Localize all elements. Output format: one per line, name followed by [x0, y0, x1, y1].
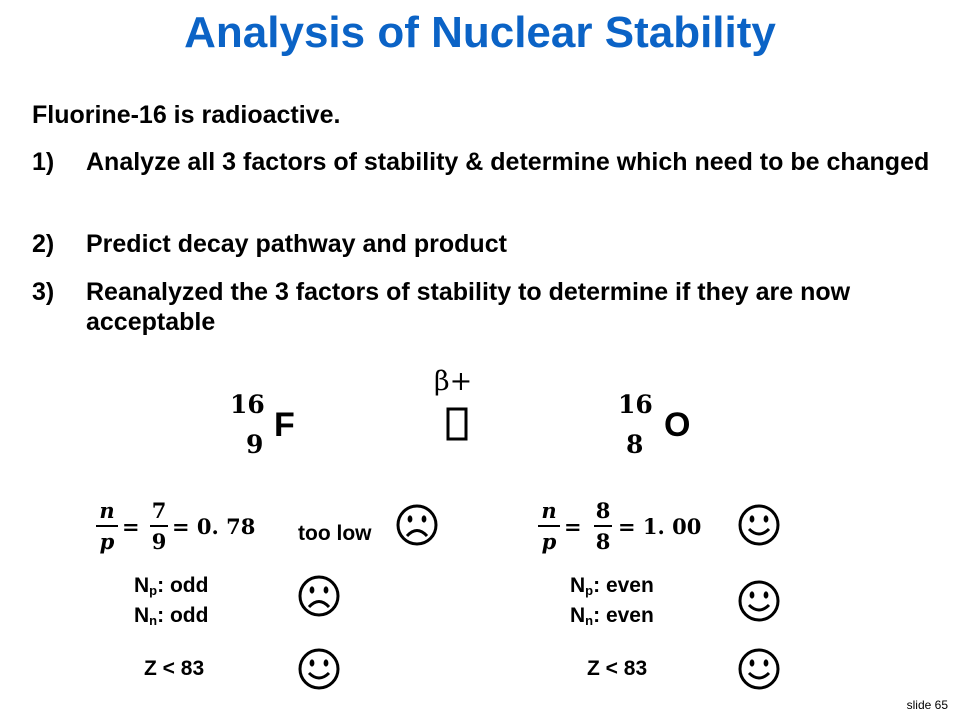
- left-ratio-result: = 0. 78: [172, 514, 256, 539]
- page-title: Analysis of Nuclear Stability: [184, 8, 776, 57]
- right-z-check: Z < 83: [587, 657, 648, 680]
- left-denominator: 9: [151, 529, 167, 554]
- left-p-symbol: p: [99, 529, 115, 554]
- product-isotope: [612, 390, 702, 470]
- left-parity: [134, 573, 208, 633]
- right-parity: [570, 573, 654, 633]
- reactant-isotope: [230, 390, 310, 470]
- arrow-glyph: [444, 406, 445, 407]
- right-value-fraction: [594, 498, 612, 554]
- intro-text: Fluorine-16 is radioactive.: [32, 101, 341, 129]
- right-denominator: 8: [595, 529, 611, 554]
- left-numerator: 7: [151, 498, 167, 523]
- right-numerator: 8: [595, 498, 611, 523]
- left-z-check: Z < 83: [144, 657, 205, 680]
- item-1-number: 1): [32, 148, 55, 176]
- right-np-fraction: [538, 498, 560, 554]
- left-value-fraction: [150, 498, 168, 554]
- left-n-symbol: n: [99, 498, 115, 523]
- decay-type: β+: [434, 366, 473, 397]
- item-3-number: 3): [32, 278, 55, 306]
- right-neutron-parity: $N_n$: even: [570, 604, 654, 628]
- reactant-atomic-number: 9: [246, 430, 264, 459]
- right-ratio-result: = 1. 00: [618, 514, 702, 539]
- decay-label: [434, 366, 472, 397]
- sad-face-icon: [296, 573, 342, 619]
- smiley-face-icon: [736, 502, 782, 548]
- slide-number: slide 65: [906, 698, 948, 712]
- ratio-note: too low: [298, 522, 372, 545]
- left-equals: =: [122, 514, 140, 539]
- left-np-fraction: [96, 498, 118, 554]
- item-3-text: Reanalyzed the 3 factors of stability to determine if they are now acceptable: [86, 278, 851, 336]
- reaction-arrow-icon: [444, 406, 470, 442]
- smiley-face-icon: [736, 578, 782, 624]
- smiley-face-icon: [736, 646, 782, 692]
- item-2-text: Predict decay pathway and product: [86, 230, 507, 258]
- sad-face-icon: [394, 502, 440, 548]
- left-proton-parity: $N_p$: odd: [134, 574, 209, 598]
- right-n-symbol: n: [541, 498, 557, 523]
- reactant-mass-number: 16: [230, 390, 265, 419]
- item-1-text: Analyze all 3 factors of stability & determine which need to be changed: [86, 148, 930, 176]
- right-proton-parity: $N_p$: even: [570, 574, 654, 598]
- right-equals: =: [564, 514, 582, 539]
- item-2-number: 2): [32, 230, 55, 258]
- reactant-symbol: F: [274, 406, 295, 444]
- product-symbol: O: [664, 406, 691, 444]
- left-neutron-parity: $N_n$: odd: [134, 604, 209, 628]
- product-mass-number: 16: [618, 390, 653, 419]
- product-atomic-number: 8: [626, 430, 644, 459]
- right-p-symbol: p: [541, 529, 557, 554]
- smiley-face-icon: [296, 646, 342, 692]
